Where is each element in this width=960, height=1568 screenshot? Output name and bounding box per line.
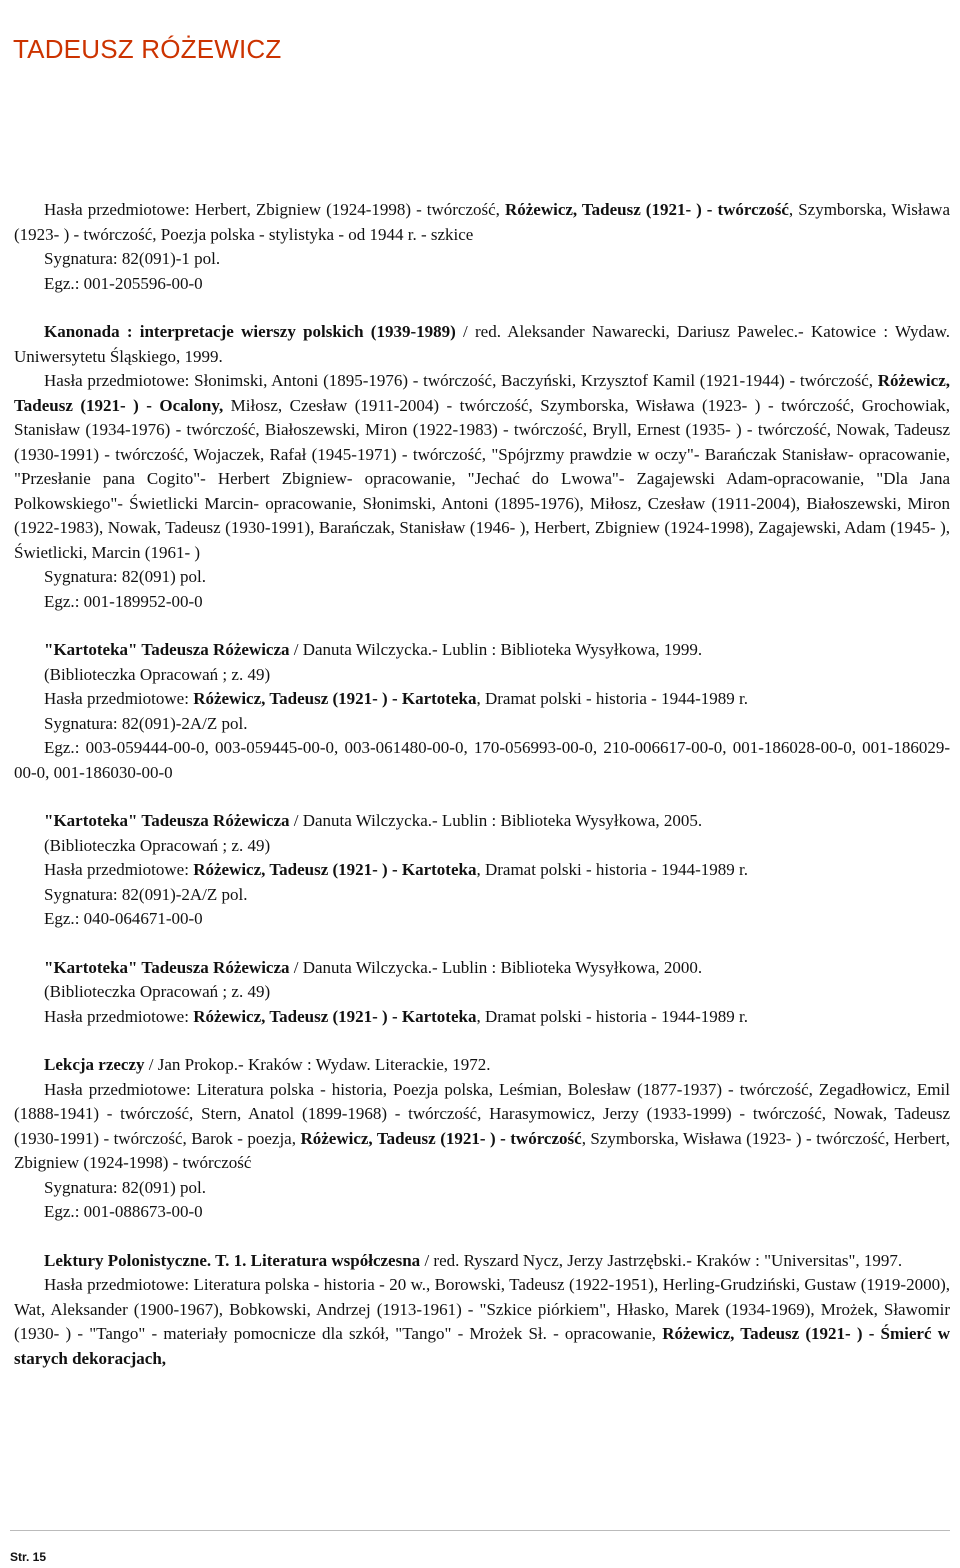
subject-headings <box>14 1078 950 1176</box>
subject-headings-highlight: Różewicz, Tadeusz (1921- ) - twórczość <box>300 1128 582 1148</box>
copies <box>14 736 950 785</box>
subject-headings-text: Herbert, Zbigniew (1924-1998) - twórczość, <box>189 200 505 219</box>
subject-headings-highlight: Różewicz, Tadeusz (1921- ) - Śmierć w starych dekoracjach, <box>14 1324 950 1368</box>
subject-headings-highlight: Różewicz, Tadeusz (1921- ) - Ocalony, <box>14 371 950 415</box>
entry-title: Lekcja rzeczy <box>44 1055 145 1074</box>
subject-headings-label: Hasła przedmiotowe: <box>44 1275 190 1294</box>
catalog-entry <box>14 1053 950 1225</box>
subject-headings-label: Hasła przedmiotowe: <box>44 860 189 879</box>
subject-headings <box>14 858 950 883</box>
call-number: Sygnatura: 82(091)-2A/Z pol. <box>44 713 248 733</box>
subject-headings-label: Hasła przedmiotowe: <box>44 200 190 219</box>
subject-headings-text: Miłosz, Czesław (1911-2004) - twórczość, Szymborska, Wisława (1923- ) - twórczość, Grochowiak, Stanisław (1934-1976) - twórczość, Białoszewski, Miron (1922-1983) - twórczość, Bryll, Ernest (1935- ) - twórczość, Nowak, Tadeusz (1930-1991) - twórczość, Wojaczek, Rafał (1945-1971) - twórczość, "Spójrzmy prawdzie w oczy"- Barańczak Stanisław- opracowanie, "Przesłanie pana Cogito"- Herbert Zbigniew- opracowanie, "Jechać do Lwowa"- Zagajewski Adam-opracowanie, "Dla Jana Polkowskiego"- Świetlicki Marcin- opracowanie, Słonimski, Antoni (1895-1976), Miłosz, Czesław (1911-2004), Białoszewski, Miron (1922-1983), Nowak, Tadeusz (1930-1991), Barańczak, Stanisław (1946- ), Herbert, Zbigniew (1924-1998), Zagajewski, Adam (1945- ), Świetlicki, Marcin (1961- ) <box>14 395 950 562</box>
subject-headings-text: , Szymborska, Wisława (1923- ) - twórczość, Herbert, Zbigniew (1924-1998) - twórczość <box>14 1128 950 1172</box>
call-number: Sygnatura: 82(091) pol. <box>44 567 206 586</box>
copies-numbers: : 001-189952-00-0 <box>74 591 203 611</box>
subject-headings-highlight: Różewicz, Tadeusz (1921- ) - Kartoteka <box>193 689 477 708</box>
entry-title: "Kartoteka" Tadeusza Różewicza <box>44 811 290 830</box>
entry-title: Kanonada : interpretacje wierszy polskich (1939-1989) <box>44 322 456 341</box>
entry-publication: / Danuta Wilczycka.- Lublin : Biblioteka Wysyłkowa, 1999. <box>289 640 703 659</box>
copies-numbers: : 001-088673-00-0 <box>74 1202 203 1221</box>
subject-headings-text: , Dramat polski - historia - 1944-1989 r. <box>476 860 748 879</box>
entry-publication: / Danuta Wilczycka.- Lublin : Biblioteka Wysyłkowa, 2000. <box>289 957 703 977</box>
subject-headings-text: Słonimski, Antoni (1895-1976) - twórczość, Baczyński, Krzysztof Kamil (1921-1944) - twórczość, <box>189 371 878 390</box>
page-title: TADEUSZ RÓŻEWICZ <box>13 34 282 64</box>
subject-headings-text: , Dramat polski - historia - 1944-1989 r. <box>476 689 748 708</box>
entry-description <box>14 320 950 369</box>
catalog-entry <box>14 198 950 296</box>
entry-description <box>14 809 950 834</box>
footer-divider <box>10 1530 950 1531</box>
call-number: Sygnatura: 82(091) pol. <box>44 1177 206 1197</box>
copies <box>14 590 950 615</box>
entry-description <box>14 1249 950 1274</box>
entry-publication: / Danuta Wilczycka.- Lublin : Biblioteka Wysyłkowa, 2005. <box>289 811 703 830</box>
catalog-entry <box>14 638 950 785</box>
entry-description <box>14 638 950 663</box>
subject-headings-highlight: Różewicz, Tadeusz (1921- ) - twórczość <box>504 200 789 219</box>
copies-numbers: : 003-059444-00-0, 003-059445-00-0, 003-061480-00-0, 170-056993-00-0, 210-006617-00-0, 001-186028-00-0, 001-186029-00-0, 001-186030-00-0 <box>14 738 950 782</box>
copies-numbers: : 001-205596-00-0 <box>74 273 203 293</box>
copies-label: Egz. <box>44 273 75 293</box>
page-number: Str. 15 <box>10 1550 47 1564</box>
entry-publication: / red. Aleksander Nawarecki, Dariusz Pawelec.- Katowice : Wydaw. Uniwersytetu Śląskiego, 1999. <box>14 322 950 366</box>
catalog-entry <box>14 1249 950 1372</box>
subject-headings <box>14 1273 950 1371</box>
subject-headings-text: , Dramat polski - historia - 1944-1989 r. <box>476 1006 748 1026</box>
copies <box>14 1200 950 1225</box>
catalog-entry <box>14 809 950 932</box>
subject-headings-highlight: Różewicz, Tadeusz (1921- ) - Kartoteka <box>193 860 477 879</box>
entry-publication: / Jan Prokop.- Kraków : Wydaw. Literackie, 1972. <box>144 1055 491 1074</box>
catalog-entries <box>14 198 950 1371</box>
entry-title: "Kartoteka" Tadeusza Różewicza <box>44 957 290 977</box>
subject-headings <box>14 687 950 712</box>
copies <box>14 272 950 297</box>
series-note: (Biblioteczka Opracowań ; z. 49) <box>44 982 271 1001</box>
copies-numbers: : 040-064671-00-0 <box>74 909 203 928</box>
call-number: Sygnatura: 82(091)-2A/Z pol. <box>44 884 248 904</box>
subject-headings <box>14 1005 950 1030</box>
subject-headings-highlight: Różewicz, Tadeusz (1921- ) - Kartoteka <box>193 1006 477 1026</box>
subject-headings-label: Hasła przedmiotowe: <box>44 1079 191 1099</box>
entry-description <box>14 1053 950 1078</box>
subject-headings <box>14 369 950 565</box>
subject-headings-label: Hasła przedmiotowe: <box>44 1006 189 1026</box>
entry-title: Lektury Polonistyczne. T. 1. Literatura współczesna <box>44 1250 421 1270</box>
subject-headings-text: , Szymborska, Wisława (1923- ) - twórczość, Poezja polska - stylistyka - od 1944 r. - szkice <box>14 200 950 244</box>
subject-headings-label: Hasła przedmiotowe: <box>44 689 189 708</box>
series-note: (Biblioteczka Opracowań ; z. 49) <box>44 835 271 855</box>
copies-label: Egz. <box>44 1202 75 1221</box>
subject-headings-label: Hasła przedmiotowe: <box>44 371 190 390</box>
copies-label: Egz. <box>44 738 75 757</box>
copies-label: Egz. <box>44 591 75 611</box>
entry-description <box>14 956 950 981</box>
entry-title: "Kartoteka" Tadeusza Różewicza <box>44 640 290 659</box>
catalog-entry <box>14 956 950 1030</box>
subject-headings-text: Literatura polska - historia - 20 w., Borowski, Tadeusz (1922-1951), Herling-Grudziński, Gustaw (1919-2000), Wat, Aleksander (1900-1967), Bobkowski, Andrzej (1913-1961) - "Szkice piórkiem", Hłasko, Marek (1934-1969), Mrożek, Sławomir (1930- ) - "Tango" - materiały pomocnicze dla szkół, "Tango" - Mrożek Sł. - opracowanie, <box>14 1275 950 1343</box>
series-note: (Biblioteczka Opracowań ; z. 49) <box>44 664 271 684</box>
copies-label: Egz. <box>44 909 75 928</box>
subject-headings <box>14 198 950 247</box>
subject-headings-text: Literatura polska - historia, Poezja polska, Leśmian, Bolesław (1877-1937) - twórczość, Zegadłowicz, Emil (1888-1941) - twórczość, Stern, Anatol (1899-1968) - twórczość, Harasymowicz, Jerzy (1933-1999) - twórczość, Nowak, Tadeusz (1930-1991) - twórczość, Barok - poezja, <box>14 1079 950 1148</box>
call-number: Sygnatura: 82(091)-1 pol. <box>44 249 221 268</box>
copies <box>14 907 950 932</box>
catalog-entry <box>14 320 950 614</box>
entry-publication: / red. Ryszard Nycz, Jerzy Jastrzębski.- Kraków : "Universitas", 1997. <box>420 1250 903 1270</box>
